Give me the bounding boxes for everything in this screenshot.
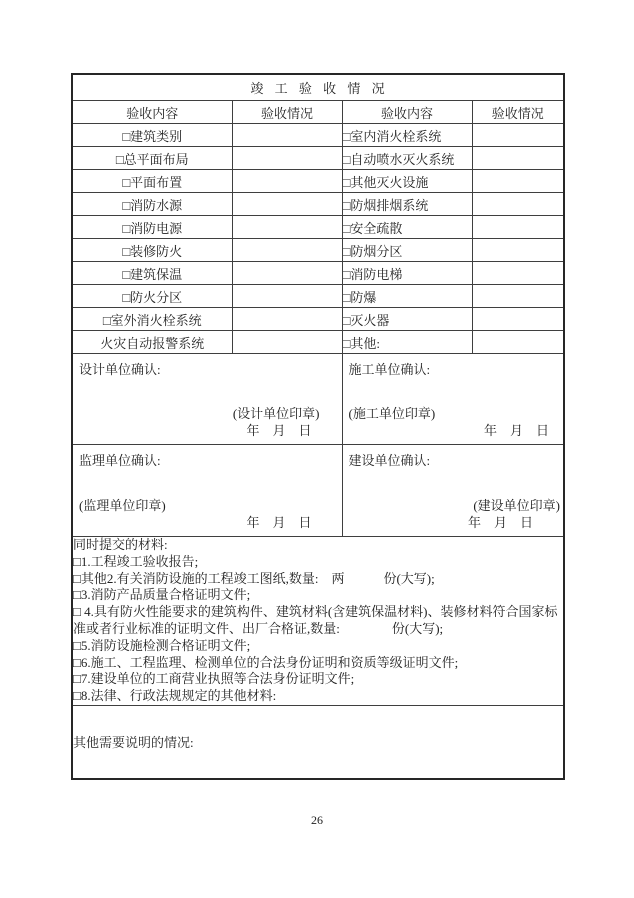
checkbox-item-outdoor-hydrant-system[interactable]: □室外消火栓系统 [72, 308, 232, 331]
table-row [72, 331, 564, 354]
table-row [72, 308, 564, 331]
page-number: 26 [311, 813, 323, 827]
form-title: 竣 工 验 收 情 况 [72, 74, 564, 101]
checkbox-item-other-extinguishing-facilities[interactable]: □其他灭火设施 [342, 170, 472, 193]
signature-row-2 [72, 445, 564, 537]
status-input-cell[interactable] [232, 147, 342, 170]
title-row [72, 74, 564, 101]
notes-row [72, 705, 564, 779]
table-row [72, 239, 564, 262]
status-input-cell[interactable] [232, 216, 342, 239]
checkbox-item-explosion-protection[interactable]: □防爆 [342, 285, 472, 308]
submitted-materials-section [72, 537, 564, 706]
column-header-content-right: 验收内容 [342, 101, 472, 124]
status-input-cell[interactable] [472, 239, 564, 262]
checkbox-item-safe-evacuation[interactable]: □安全疏散 [342, 216, 472, 239]
checkbox-item-fire-elevator[interactable]: □消防电梯 [342, 262, 472, 285]
checkbox-item-building-category[interactable]: □建筑类别 [72, 124, 232, 147]
checkbox-item-sprinkler-system[interactable]: □自动喷水灭火系统 [342, 147, 472, 170]
construction-unit-date-line: 年 月 日 [484, 423, 550, 438]
table-row [72, 193, 564, 216]
status-input-cell[interactable] [472, 262, 564, 285]
completion-acceptance-table [71, 73, 565, 780]
checkbox-item-general-site-layout[interactable]: □总平面布局 [72, 147, 232, 170]
table-row [72, 170, 564, 193]
other-notes-section [72, 705, 564, 779]
owner-unit-confirmation-cell [342, 445, 564, 537]
status-input-cell[interactable] [472, 308, 564, 331]
material-item-3[interactable]: □3.消防产品质量合格证明文件; [73, 587, 251, 603]
materials-row [72, 537, 564, 706]
checkbox-item-smoke-compartment[interactable]: □防烟分区 [342, 239, 472, 262]
status-input-cell[interactable] [472, 216, 564, 239]
status-input-cell[interactable] [472, 331, 564, 354]
signature-row-1 [72, 354, 564, 445]
checkbox-item-indoor-hydrant-system[interactable]: □室内消火栓系统 [342, 124, 472, 147]
status-input-cell[interactable] [472, 193, 564, 216]
checkbox-item-other[interactable]: □其他: [342, 331, 472, 354]
item-fire-alarm-system: 火灾自动报警系统 [72, 331, 232, 354]
supervision-unit-confirmation-cell [72, 445, 342, 537]
materials-heading: 同时提交的材料: [73, 537, 168, 552]
status-input-cell[interactable] [472, 285, 564, 308]
owner-unit-date-line: 年 月 日 [468, 515, 534, 530]
status-input-cell[interactable] [232, 308, 342, 331]
checkbox-item-building-insulation[interactable]: □建筑保温 [72, 262, 232, 285]
material-item-2[interactable]: □其他2.有关消防设施的工程竣工图纸,数量: 两 份(大写); [73, 570, 435, 586]
checkbox-item-fire-extinguisher[interactable]: □灭火器 [342, 308, 472, 331]
column-header-status-left: 验收情况 [232, 101, 342, 124]
checkbox-item-fire-water-supply[interactable]: □消防水源 [72, 193, 232, 216]
status-input-cell[interactable] [232, 285, 342, 308]
supervision-unit-stamp-placeholder: (监理单位印章) [79, 498, 166, 513]
material-item-5[interactable]: □5.消防设施检测合格证明文件; [73, 637, 251, 653]
column-header-status-right: 验收情况 [472, 101, 564, 124]
design-unit-label: 设计单位确认: [79, 362, 161, 377]
construction-unit-stamp-placeholder: (施工单位印章) [348, 406, 436, 421]
table-row [72, 216, 564, 239]
status-input-cell[interactable] [232, 193, 342, 216]
design-unit-stamp-placeholder: (设计单位印章) [232, 406, 320, 421]
column-header-row [72, 101, 564, 124]
material-item-8[interactable]: □8.法律、行政法规规定的其他材料: [73, 688, 277, 704]
status-input-cell[interactable] [472, 170, 564, 193]
design-unit-date-line: 年 月 日 [246, 423, 312, 438]
material-item-4[interactable]: □ 4.具有防火性能要求的建筑构件、建筑材料(含建筑保温材料)、装修材料符合国家标准或者行业标准的证明文件、出厂合格证,数量: 份(大写); [73, 604, 558, 636]
material-item-6[interactable]: □6.施工、工程监理、检测单位的合法身份证明和资质等级证明文件; [73, 654, 459, 670]
checkbox-item-smoke-control-system[interactable]: □防烟排烟系统 [342, 193, 472, 216]
table-row [72, 147, 564, 170]
material-item-7[interactable]: □7.建设单位的工商营业执照等合法身份证明文件; [73, 671, 355, 687]
status-input-cell[interactable] [232, 262, 342, 285]
material-item-1[interactable]: □1.工程竣工验收报告; [73, 553, 199, 569]
notes-heading: 其他需要说明的情况: [73, 735, 194, 751]
supervision-unit-date-line: 年 月 日 [246, 515, 312, 530]
status-input-cell[interactable] [232, 331, 342, 354]
owner-unit-stamp-placeholder: (建设单位印章) [473, 498, 561, 513]
status-input-cell[interactable] [472, 147, 564, 170]
status-input-cell[interactable] [232, 239, 342, 262]
checkbox-item-floor-plan-arrangement[interactable]: □平面布置 [72, 170, 232, 193]
status-input-cell[interactable] [472, 124, 564, 147]
checkbox-item-fire-compartment[interactable]: □防火分区 [72, 285, 232, 308]
construction-unit-label: 施工单位确认: [348, 362, 431, 377]
column-header-content-left: 验收内容 [72, 101, 232, 124]
table-row [72, 262, 564, 285]
checkbox-item-fire-power-supply[interactable]: □消防电源 [72, 216, 232, 239]
owner-unit-label: 建设单位确认: [348, 453, 431, 468]
construction-unit-confirmation-cell [342, 354, 564, 445]
status-input-cell[interactable] [232, 170, 342, 193]
table-row [72, 285, 564, 308]
table-row [72, 124, 564, 147]
design-unit-confirmation-cell [72, 354, 342, 445]
status-input-cell[interactable] [232, 124, 342, 147]
checkbox-item-decoration-fireproofing[interactable]: □装修防火 [72, 239, 232, 262]
supervision-unit-label: 监理单位确认: [79, 453, 161, 468]
